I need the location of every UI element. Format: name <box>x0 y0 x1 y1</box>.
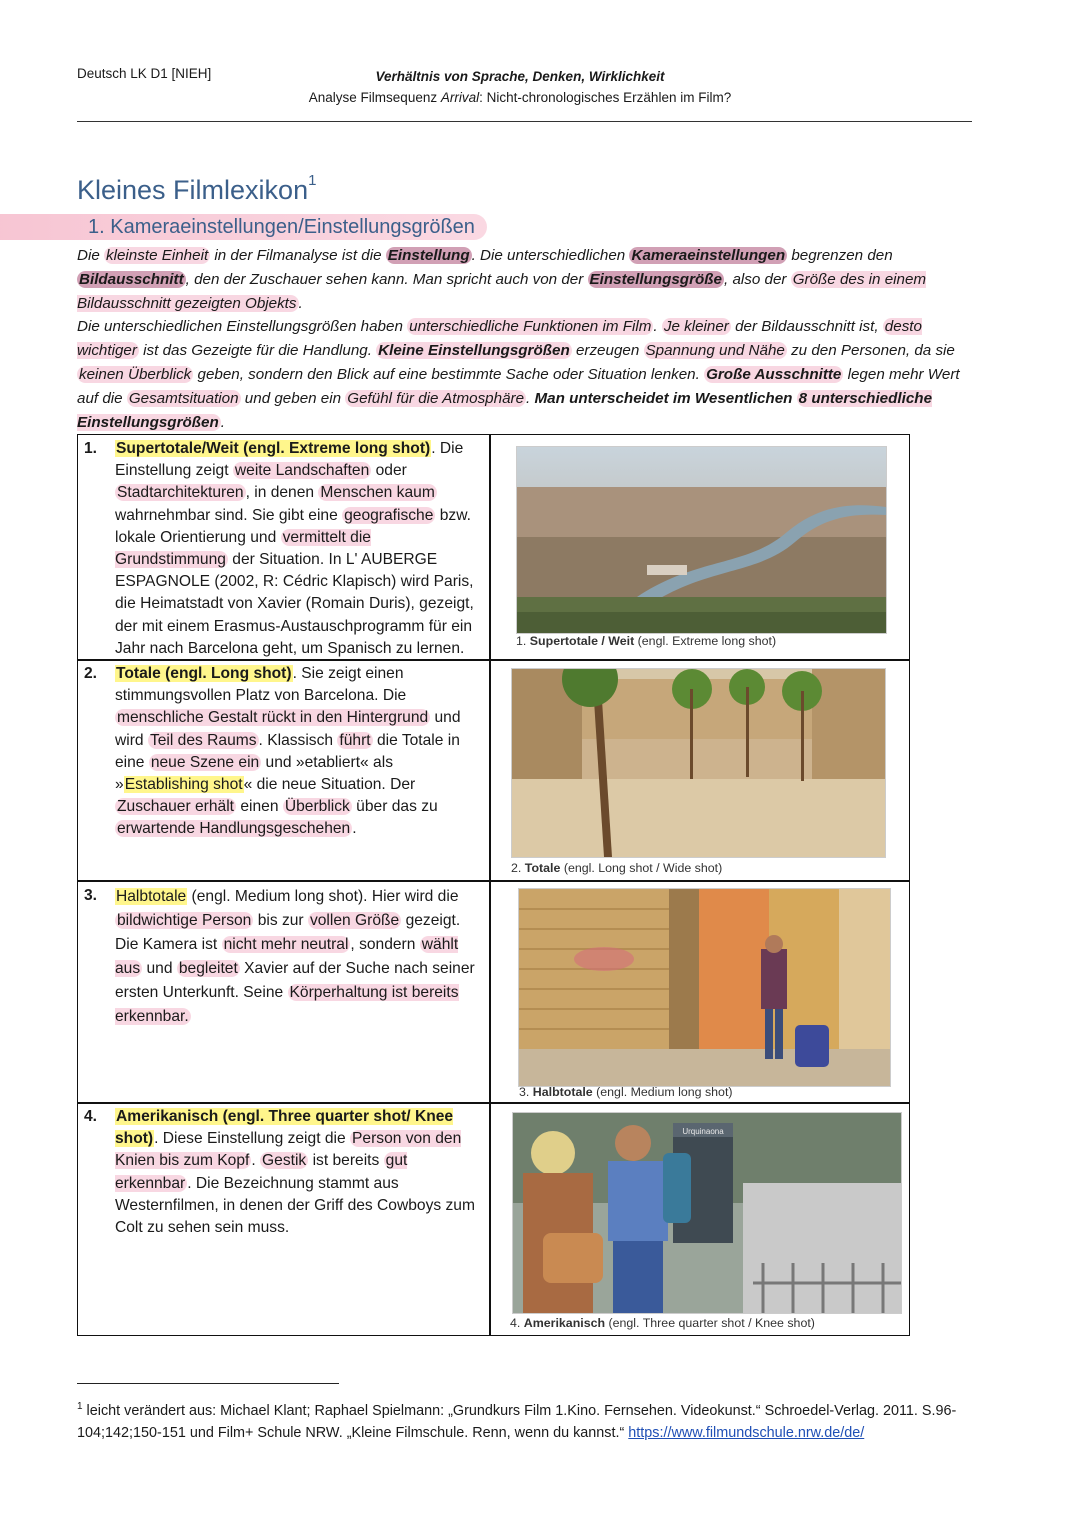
entry-number: 1. <box>84 440 98 457</box>
entry-number: 3. <box>84 887 98 904</box>
table-row <box>84 1106 480 1239</box>
footnote <box>77 1396 977 1444</box>
photo-knee-shot <box>512 1112 902 1314</box>
entry-text: Halbtotale (engl. Medium long shot). Hier wird die bildwichtige Person bis zur vollen Größe gezeigt. Die Kamera ist nicht mehr neutral , sondern wählt aus und begleitet Xavier auf der Suche nach seiner ersten Unterkunft. Seine Körperhaltung ist bereits erkennbar. <box>115 888 475 1025</box>
intro-text <box>77 244 977 434</box>
footnote-text: leicht verändert aus: Michael Klant; Raphael Spielmann: „Grundkurs Film 1.Kino. Fernsehen. Videokunst.“ Schroedel-Verlag. 2011. S.96-104;142;150-151 und Film+ Schule NRW. „Kleine Filmschule. Renn, wenn du kannst.“ <box>77 1403 957 1441</box>
header-divider <box>77 121 972 122</box>
photo-long-shot <box>511 668 886 858</box>
table-row <box>84 663 480 841</box>
subtitle-pre: Analyse Filmsequenz <box>308 90 441 105</box>
metro-sign-text: Urquinaona <box>682 1127 724 1136</box>
entry-text: Supertotale/Weit (engl. Extreme long shot). Die Einstellung zeigt weite Landschaften oder Stadtarchitekturen , in denen Menschen kaum wahrnehmbar sind. Sie gibt eine geografische bzw. lokale Orientierung und vermittelt die Grundstimmung der Situation. In L' AUBERGE ESPAGNOLE (2002, R: Cédric Klapisch) wird Paris, die Heimatstadt von Xavier (Romain Duris), gezeigt, der mit einem Erasmus-Austauschprogramm für ein Jahr nach Barcelona geht, um Spanisch zu lernen. <box>115 440 474 657</box>
header-subtitle <box>250 87 790 108</box>
entry-number: 2. <box>84 665 98 682</box>
entry-text: Totale (engl. Long shot). Sie zeigt einen stimmungsvollen Platz von Barcelona. Die menschliche Gestalt rückt in den Hintergrund und wird Teil des Raums . Klassisch führt die Totale in eine neue Szene ein und »etabliert« als »Establishing shot« die neue Situation. Der Zuschauer erhält einen Überblick über das zu erwartende Handlungsgeschehen . <box>115 665 461 838</box>
table-column-divider <box>489 434 491 1336</box>
footnote-link[interactable]: https://www.filmundschule.nrw.de/de/ <box>628 1425 865 1441</box>
course-label: Deutsch LK D1 [NIEH] <box>77 66 212 81</box>
page-title <box>77 172 316 206</box>
intro-paragraph-2: Die unterschiedlichen Einstellungsgrößen haben unterschiedliche Funktionen im Film . Je kleiner der Bildausschnitt ist, desto wichtiger ist das Gezeigte für die Handlung. Kleine Einstellungsgrößen erzeugen Spannung und Nähe zu den Personen, da sie keinen Überblick geben, sondern den Blick auf eine bestimmte Sache oder Situation lenken. Große Ausschnitte legen mehr Wert auf die Gesamtsituation und geben ein Gefühl für die Atmosphäre . Man unterscheidet im Wesentlichen 8 unterschiedliche Einstellungsgrößen . <box>77 318 960 431</box>
photo-caption: 2. Totale (engl. Long shot / Wide shot) <box>511 861 723 875</box>
footnote-mark: 1 <box>77 1401 83 1412</box>
intro-paragraph-1: Die kleinste Einheit in der Filmanalyse ist die Einstellung . Die unterschiedlichen Kameraeinstellungen begrenzen den Bildausschnitt , den der Zuschauer sehen kann. Man spricht auch von der Einstellungsgröße , also der Größe des in einem Bildausschnitt gezeigten Objekts . <box>77 247 927 312</box>
subtitle-post: : Nicht-chronologisches Erzählen im Film? <box>479 90 732 105</box>
entry-number: 4. <box>84 1108 98 1125</box>
entry-text: Amerikanisch (engl. Three quarter shot/ Knee shot). Diese Einstellung zeigt die Person von den Knien bis zum Kopf . Gestik ist bereits gut erkennbar . Die Bezeichnung stammt aus Westernfilmen, in denen der Griff des Cowboys zum Colt zu sehen sein muss. <box>115 1108 475 1237</box>
header-title: Verhältnis von Sprache, Denken, Wirklichkeit <box>375 69 665 84</box>
table-row-divider <box>77 880 910 882</box>
photo-medium-long-shot <box>518 888 891 1087</box>
footnote-divider <box>77 1383 339 1384</box>
table-row <box>84 438 480 660</box>
table-row-divider <box>77 1102 910 1104</box>
page-title-text: Kleines Filmlexikon <box>77 175 309 205</box>
header-center <box>250 66 790 108</box>
photo-caption: 1. Supertotale / Weit (engl. Extreme long shot) <box>516 634 777 648</box>
table-row <box>84 885 480 1029</box>
photo-caption: 4. Amerikanisch (engl. Three quarter shot / Knee shot) <box>510 1316 815 1330</box>
photo-extreme-long-shot <box>516 446 887 634</box>
subtitle-film: Arrival <box>440 90 480 105</box>
section-heading: 1. Kameraeinstellungen/Einstellungsgrößen <box>0 214 487 240</box>
title-footnote-mark: 1 <box>308 172 317 189</box>
photo-caption: 3. Halbtotale (engl. Medium long shot) <box>519 1085 733 1099</box>
